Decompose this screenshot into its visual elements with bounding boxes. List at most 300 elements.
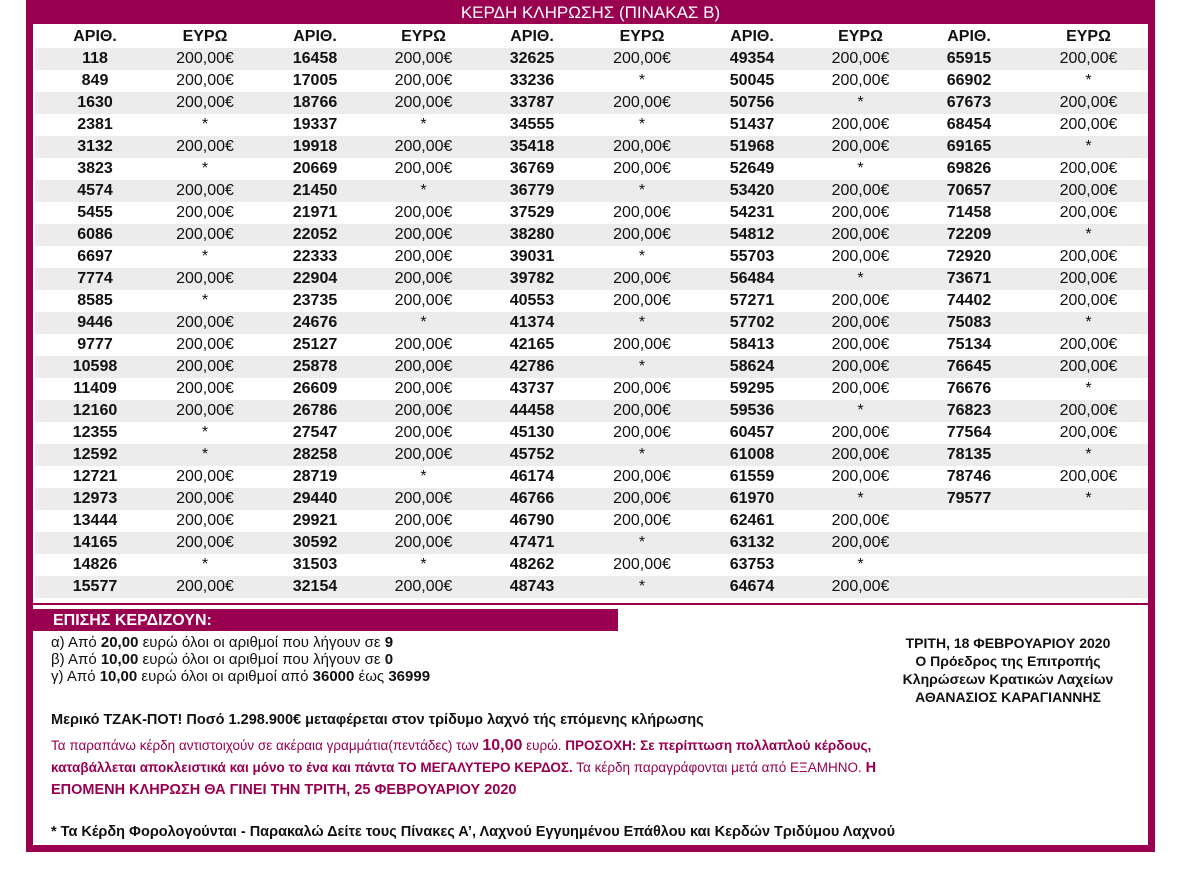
prize-amount: 200,00€ — [1059, 292, 1118, 309]
table-row — [35, 422, 1148, 444]
table-row — [35, 158, 1148, 180]
prize-amount: 200,00€ — [1059, 336, 1118, 353]
prize-amount: 200,00€ — [394, 248, 453, 265]
ticket-number: 57702 — [692, 312, 812, 334]
column-header-amount: ΕΥΡΩ — [838, 28, 883, 45]
ticket-number: 65915 — [909, 48, 1029, 70]
prize-amount: 200,00€ — [592, 136, 692, 158]
prize-amount: * — [812, 268, 909, 290]
ticket-number: 39031 — [509, 248, 555, 265]
prize-amount: * — [812, 92, 909, 114]
ticket-number: 49354 — [692, 48, 812, 70]
prize-amount: 200,00€ — [394, 204, 453, 221]
table-row — [35, 92, 1148, 114]
ticket-number: 38280 — [472, 224, 592, 246]
prize-amount: * — [812, 488, 909, 510]
column-header-number: ΑΡΙΘ. — [73, 28, 117, 45]
prize-amount: 200,00€ — [375, 444, 472, 466]
ticket-number: 76676 — [946, 380, 992, 397]
ticket-number: 36779 — [472, 180, 592, 202]
prize-amount: 200,00€ — [375, 532, 472, 554]
notice-text: Τα παραπάνω κέρδη αντιστοιχούν σε ακέραια γραμμάτια(πεντάδες) των 10,00 ευρώ. ΠΡΟΣΟΧΗ: Σε περίπτωση πολλαπλού κέρδους, καταβάλλεται αποκλειστικά και μόνο το ένα και πάντα ΤΟ ΜΕΓΑΛΥΤΕΡΟ ΚΕΡΔΟΣ. Τα κέρδη παραγράφονται μετά από ΕΞΑΜΗΝΟ. Η ΕΠΟΜΕΝΗ ΚΛΗΡΩΣΗ ΘΑ ΓΙΝΕΙ ΤΗΝ ΤΡΙΤΗ, 25 ΦΕΒΡΟΥΑΡΙΟΥ 2020 — [51, 737, 877, 798]
column-header-amount: ΕΥΡΩ — [401, 28, 446, 45]
prize-amount: 200,00€ — [394, 380, 453, 397]
prize-amount: 200,00€ — [155, 224, 255, 246]
ticket-number: 9446 — [35, 312, 155, 334]
ticket-number: 6697 — [77, 248, 113, 265]
ticket-number: 53420 — [692, 180, 812, 202]
prize-amount: * — [592, 312, 692, 334]
prize-amount: 200,00€ — [176, 468, 234, 485]
prize-amount: 200,00€ — [155, 356, 255, 378]
ticket-number: 75134 — [946, 336, 992, 353]
prize-amount: 200,00€ — [831, 292, 890, 309]
ticket-number: 12973 — [35, 488, 155, 510]
ticket-number: 69165 — [909, 136, 1029, 158]
table-row — [35, 334, 1148, 356]
prize-amount: 200,00€ — [155, 400, 255, 422]
ticket-number: 35418 — [472, 136, 592, 158]
ticket-number: 3823 — [77, 160, 113, 177]
table-row — [35, 48, 1148, 70]
prize-amount: 200,00€ — [155, 268, 255, 290]
prize-amount: 200,00€ — [1029, 180, 1148, 202]
ticket-number: 61559 — [729, 468, 775, 485]
table-row — [35, 136, 1148, 158]
ticket-number: 12592 — [35, 444, 155, 466]
ticket-number: 21450 — [255, 180, 375, 202]
ticket-number: 5455 — [77, 204, 113, 221]
ticket-number: 26786 — [255, 400, 375, 422]
table-row — [35, 312, 1148, 334]
prize-amount: 200,00€ — [592, 224, 692, 246]
ticket-number: 14165 — [35, 532, 155, 554]
prize-amount: * — [420, 556, 427, 573]
ticket-number: 28719 — [292, 468, 338, 485]
prize-amount: 200,00€ — [613, 468, 671, 485]
ticket-number: 55703 — [729, 248, 775, 265]
ticket-number: 46174 — [509, 468, 555, 485]
prize-amount: * — [1029, 488, 1148, 510]
prize-amount: 200,00€ — [1059, 160, 1118, 177]
prize-amount: 200,00€ — [613, 424, 671, 441]
also-wins-item: β) Από 10,00 ευρώ όλοι οι αριθμοί που λήγουν σε 0 — [51, 651, 394, 668]
table-row — [35, 400, 1148, 422]
table-row — [35, 488, 1148, 510]
also-wins-heading: ΕΠΙΣΗΣ ΚΕΡΔΙΖΟΥΝ: — [33, 609, 618, 631]
prize-amount: 200,00€ — [1059, 116, 1118, 133]
ticket-number: 29440 — [255, 488, 375, 510]
table-row — [35, 444, 1148, 466]
ticket-number: 54812 — [692, 224, 812, 246]
prize-amount: 200,00€ — [613, 204, 671, 221]
prize-amount: 200,00€ — [176, 72, 234, 89]
prize-amount: 200,00€ — [831, 204, 890, 221]
column-header-number: ΑΡΙΘ. — [730, 28, 774, 45]
column-header-number: ΑΡΙΘ. — [293, 28, 337, 45]
ticket-number: 75083 — [909, 312, 1029, 334]
ticket-number: 46790 — [509, 512, 555, 529]
ticket-number: 7774 — [35, 268, 155, 290]
prize-amount: 200,00€ — [831, 424, 890, 441]
prize-amount: 200,00€ — [375, 268, 472, 290]
ticket-number: 60457 — [729, 424, 775, 441]
ticket-number: 59295 — [729, 380, 775, 397]
prize-amount: 200,00€ — [375, 356, 472, 378]
ticket-number: 78746 — [946, 468, 992, 485]
ticket-number: 40553 — [509, 292, 555, 309]
notice-warning: ΠΡΟΣΟΧΗ: Σε περίπτωση πολλαπλού κέρδους, καταβάλλεται αποκλειστικά και μόνο το ένα και πάντα ΤΟ ΜΕΓΑΛΥΤΕΡΟ ΚΕΡΔΟΣ. — [51, 738, 872, 775]
ticket-number: 13444 — [72, 512, 118, 529]
ticket-number: 17005 — [292, 72, 338, 89]
prize-amount: 200,00€ — [1029, 356, 1148, 378]
prize-amount: * — [375, 312, 472, 334]
ticket-number: 26609 — [292, 380, 338, 397]
prize-amount: 200,00€ — [176, 512, 234, 529]
prize-amount: 200,00€ — [394, 292, 453, 309]
prize-amount: * — [201, 556, 209, 573]
ticket-number: 14826 — [72, 556, 118, 573]
signature-title-line2: Κληρώσεων Κρατικών Λαχείων — [902, 671, 1114, 687]
ticket-number: 76823 — [909, 400, 1029, 422]
prize-amount: * — [1085, 380, 1092, 397]
also-wins-item: γ) Από 10,00 ευρώ όλοι οι αριθμοί από 36000 έως 36999 — [51, 668, 431, 685]
prize-amount: * — [592, 532, 692, 554]
prize-amount: * — [857, 556, 864, 573]
prize-amount: * — [155, 444, 255, 466]
prize-amount: 200,00€ — [1059, 204, 1118, 221]
page-title: ΚΕΡΔΗ ΚΛΗΡΩΣΗΣ (ΠΙΝΑΚΑΣ Β) — [26, 0, 1155, 24]
ticket-number: 42165 — [509, 336, 555, 353]
table-row — [35, 532, 1148, 554]
prize-amount: 200,00€ — [592, 268, 692, 290]
prize-amount: * — [638, 248, 646, 265]
ticket-number: 57271 — [729, 292, 775, 309]
prize-amount: 200,00€ — [155, 532, 255, 554]
ticket-number — [909, 554, 1029, 576]
prize-amount: * — [201, 424, 209, 441]
ticket-number: 23735 — [292, 292, 338, 309]
ticket-number: 64674 — [692, 576, 812, 598]
prize-amount: 200,00€ — [613, 380, 671, 397]
ticket-number: 11409 — [73, 380, 117, 397]
prize-amount — [1029, 554, 1148, 576]
ticket-number: 69826 — [946, 160, 992, 177]
prize-amount: 200,00€ — [831, 512, 890, 529]
ticket-number: 33236 — [509, 72, 555, 89]
ticket-number: 72209 — [909, 224, 1029, 246]
prize-amount: 200,00€ — [375, 136, 472, 158]
table-row — [35, 356, 1148, 378]
jackpot-text: Μερικό ΤΖΑΚ-ΠΟΤ! Ποσό 1.298.900€ μεταφέρεται στον τρίδυμο λαχνό τής επόμενης κλήρωσης — [51, 712, 704, 728]
column-header-number: ΑΡΙΘ. — [947, 28, 991, 45]
prize-amount: 200,00€ — [375, 400, 472, 422]
prize-amount: 200,00€ — [1029, 48, 1148, 70]
prize-amount: 200,00€ — [394, 160, 453, 177]
ticket-number: 56484 — [692, 268, 812, 290]
ticket-number: 61008 — [692, 444, 812, 466]
ticket-number: 71458 — [946, 204, 992, 221]
ticket-number: 118 — [35, 48, 155, 70]
ticket-number: 66902 — [946, 72, 992, 89]
prize-amount: 200,00€ — [394, 336, 453, 353]
ticket-number: 50045 — [729, 72, 775, 89]
ticket-number: 62461 — [729, 512, 775, 529]
prize-amount: 200,00€ — [592, 48, 692, 70]
signature-title-line1: Ο Πρόεδρος της Επιτροπής — [915, 653, 1101, 669]
ticket-number: 52649 — [729, 160, 775, 177]
prize-amount: * — [420, 468, 427, 485]
table-row — [35, 224, 1148, 246]
prize-amount: * — [420, 116, 427, 133]
ticket-number: 30592 — [255, 532, 375, 554]
table-row — [35, 202, 1148, 224]
prize-amount: 200,00€ — [812, 576, 909, 598]
ticket-number: 12355 — [72, 424, 118, 441]
prize-amount: 200,00€ — [592, 400, 692, 422]
prize-amount: 200,00€ — [812, 180, 909, 202]
ticket-number: 25878 — [255, 356, 375, 378]
ticket-number: 3132 — [35, 136, 155, 158]
column-header-amount: ΕΥΡΩ — [182, 28, 228, 45]
prize-amount: 200,00€ — [1059, 468, 1118, 485]
ticket-number: 63132 — [692, 532, 812, 554]
prize-amount: * — [812, 400, 909, 422]
prize-amount: 200,00€ — [812, 136, 909, 158]
prize-amount: 200,00€ — [375, 92, 472, 114]
ticket-number: 32625 — [472, 48, 592, 70]
prize-amount: 200,00€ — [831, 380, 890, 397]
ticket-number: 28258 — [255, 444, 375, 466]
prize-amount — [1029, 576, 1148, 598]
ticket-number: 4574 — [35, 180, 155, 202]
prize-amount: * — [1029, 224, 1148, 246]
ticket-number: 31503 — [292, 556, 338, 573]
prize-amount: * — [1029, 444, 1148, 466]
table-row — [35, 554, 1148, 576]
ticket-number — [909, 576, 1029, 598]
table-row — [35, 246, 1148, 268]
ticket-number: 8585 — [77, 292, 113, 309]
ticket-number: 51437 — [729, 116, 775, 133]
ticket-number — [909, 510, 1029, 532]
ticket-number: 29921 — [292, 512, 338, 529]
ticket-number: 16458 — [255, 48, 375, 70]
ticket-number: 78135 — [909, 444, 1029, 466]
table-header-row — [35, 26, 1148, 48]
ticket-number: 45752 — [472, 444, 592, 466]
prize-amount: 200,00€ — [375, 576, 472, 598]
ticket-number: 68454 — [946, 116, 992, 133]
prize-amount: 200,00€ — [375, 224, 472, 246]
prize-amount: * — [375, 180, 472, 202]
prize-amount: * — [592, 356, 692, 378]
ticket-number: 77564 — [946, 424, 992, 441]
ticket-number: 76645 — [909, 356, 1029, 378]
prize-amount: 200,00€ — [1029, 400, 1148, 422]
table-row — [35, 510, 1148, 532]
ticket-number: 27547 — [292, 424, 338, 441]
prize-amount: 200,00€ — [176, 336, 234, 353]
prize-amount: 200,00€ — [613, 512, 671, 529]
prize-amount: 200,00€ — [1059, 424, 1118, 441]
prize-amount: 200,00€ — [812, 532, 909, 554]
ticket-number: 21971 — [292, 204, 338, 221]
results-body — [35, 48, 1148, 598]
prize-amount: 200,00€ — [155, 576, 255, 598]
table-row — [35, 70, 1148, 92]
prize-amount: 200,00€ — [155, 180, 255, 202]
ticket-number: 22052 — [255, 224, 375, 246]
ticket-number: 33787 — [472, 92, 592, 114]
ticket-number: 54231 — [729, 204, 775, 221]
prize-amount: 200,00€ — [831, 468, 890, 485]
ticket-number: 22904 — [255, 268, 375, 290]
table-row — [35, 268, 1148, 290]
prize-amount: 200,00€ — [831, 116, 890, 133]
ticket-number: 15577 — [35, 576, 155, 598]
table-row — [35, 180, 1148, 202]
table-divider — [33, 603, 1148, 605]
column-header-number: ΑΡΙΘ. — [510, 28, 554, 45]
prize-amount: 200,00€ — [1059, 248, 1118, 265]
prize-amount: * — [592, 444, 692, 466]
prize-amount: * — [1085, 72, 1092, 89]
prize-amount: 200,00€ — [613, 160, 671, 177]
footer-note: * Τα Κέρδη Φορολογούνται - Παρακαλώ Δείτε τους Πίνακες Α’, Λαχνού Εγγυημένου Επάθλου και Κερδών Τριδύμου Λαχνού — [51, 824, 896, 840]
prize-amount: 200,00€ — [394, 72, 453, 89]
ticket-number: 61970 — [692, 488, 812, 510]
prize-amount: 200,00€ — [176, 380, 234, 397]
prize-amount: 200,00€ — [831, 248, 890, 265]
prize-amount: 200,00€ — [155, 488, 255, 510]
prize-amount: 200,00€ — [812, 48, 909, 70]
ticket-number: 25127 — [292, 336, 338, 353]
ticket-number: 39782 — [472, 268, 592, 290]
ticket-number: 51968 — [692, 136, 812, 158]
signature-block — [858, 634, 1158, 706]
prize-amount: * — [201, 160, 209, 177]
prize-amount: 200,00€ — [613, 292, 671, 309]
ticket-number: 50756 — [692, 92, 812, 114]
ticket-number: 48262 — [509, 556, 555, 573]
prize-amount: 200,00€ — [613, 336, 671, 353]
prize-amount: 200,00€ — [394, 424, 453, 441]
column-header-amount: ΕΥΡΩ — [619, 28, 665, 45]
ticket-number: 24676 — [255, 312, 375, 334]
ticket-number: 44458 — [472, 400, 592, 422]
ticket-number: 63753 — [729, 556, 775, 573]
ticket-number: 59536 — [692, 400, 812, 422]
ticket-number: 18766 — [255, 92, 375, 114]
prize-amount: 200,00€ — [831, 72, 890, 89]
prize-amount: * — [638, 72, 646, 89]
ticket-number: 73671 — [909, 268, 1029, 290]
prize-amount: 200,00€ — [176, 204, 234, 221]
ticket-number: 12721 — [72, 468, 118, 485]
table-row — [35, 378, 1148, 400]
prize-amount: 200,00€ — [812, 444, 909, 466]
ticket-number: 58413 — [729, 336, 775, 353]
ticket-number: 79577 — [909, 488, 1029, 510]
also-wins-list — [51, 634, 430, 685]
ticket-number: 72920 — [946, 248, 992, 265]
prize-amount: 200,00€ — [394, 512, 453, 529]
signature-name: ΑΘΑΝΑΣΙΟΣ ΚΑΡΑΓΙΑΝΝΗΣ — [915, 689, 1101, 705]
ticket-number: 6086 — [35, 224, 155, 246]
also-wins-item: α) Από 20,00 ευρώ όλοι οι αριθμοί που λήγουν σε 9 — [51, 634, 394, 651]
column-header-amount: ΕΥΡΩ — [1066, 28, 1111, 45]
ticket-number: 32154 — [255, 576, 375, 598]
ticket-number: 849 — [81, 72, 109, 89]
ticket-number: 70657 — [909, 180, 1029, 202]
prize-amount: * — [201, 248, 209, 265]
prize-amount: * — [1029, 136, 1148, 158]
ticket-number: 48743 — [472, 576, 592, 598]
prize-amount: * — [201, 116, 209, 133]
prize-amount: * — [592, 180, 692, 202]
ticket-number: 19337 — [292, 116, 338, 133]
ticket-number: 42786 — [472, 356, 592, 378]
prize-amount: 200,00€ — [812, 224, 909, 246]
ticket-number: 20669 — [292, 160, 338, 177]
ticket-number — [909, 532, 1029, 554]
prize-amount: 200,00€ — [613, 556, 671, 573]
table-row — [35, 576, 1148, 598]
prize-amount: * — [592, 576, 692, 598]
prize-amount: 200,00€ — [155, 136, 255, 158]
ticket-number: 37529 — [509, 204, 555, 221]
ticket-number: 34555 — [509, 116, 555, 133]
table-row — [35, 466, 1148, 488]
ticket-number: 74402 — [946, 292, 992, 309]
table-row — [35, 290, 1148, 312]
results-table — [35, 26, 1148, 598]
ticket-number: 12160 — [35, 400, 155, 422]
table-row — [35, 114, 1148, 136]
prize-amount: 200,00€ — [1029, 92, 1148, 114]
ticket-number: 43737 — [509, 380, 555, 397]
ticket-number: 9777 — [77, 336, 113, 353]
ticket-number: 58624 — [692, 356, 812, 378]
prize-amount — [1029, 532, 1148, 554]
ticket-number: 19918 — [255, 136, 375, 158]
prize-amount — [1029, 510, 1148, 532]
prize-amount: * — [857, 160, 864, 177]
ticket-number: 47471 — [472, 532, 592, 554]
prize-amount: 200,00€ — [1029, 268, 1148, 290]
draw-date: ΤΡΙΤΗ, 18 ΦΕΒΡΟΥΑΡΙΟΥ 2020 — [905, 635, 1111, 651]
prize-amount: 200,00€ — [812, 356, 909, 378]
ticket-number: 67673 — [909, 92, 1029, 114]
ticket-number: 36769 — [509, 160, 555, 177]
prize-amount: 200,00€ — [155, 312, 255, 334]
prize-amount: 200,00€ — [155, 48, 255, 70]
prize-amount: * — [201, 292, 209, 309]
ticket-number: 2381 — [77, 116, 113, 133]
prize-amount: 200,00€ — [592, 92, 692, 114]
prize-amount: 200,00€ — [375, 48, 472, 70]
prize-amount: 200,00€ — [155, 92, 255, 114]
prize-amount: 200,00€ — [592, 488, 692, 510]
prize-amount: * — [1029, 312, 1148, 334]
ticket-number: 1630 — [35, 92, 155, 114]
next-draw-text: Η ΕΠΟΜΕΝΗ ΚΛΗΡΩΣΗ ΘΑ ΓΙΝΕΙ ΤΗΝ ΤΡΙΤΗ, 25 ΦΕΒΡΟΥΑΡΙΟΥ 2020 — [51, 759, 877, 798]
prize-amount: 200,00€ — [812, 312, 909, 334]
ticket-number: 22333 — [292, 248, 338, 265]
prize-amount: * — [638, 116, 646, 133]
prize-amount: 200,00€ — [375, 488, 472, 510]
